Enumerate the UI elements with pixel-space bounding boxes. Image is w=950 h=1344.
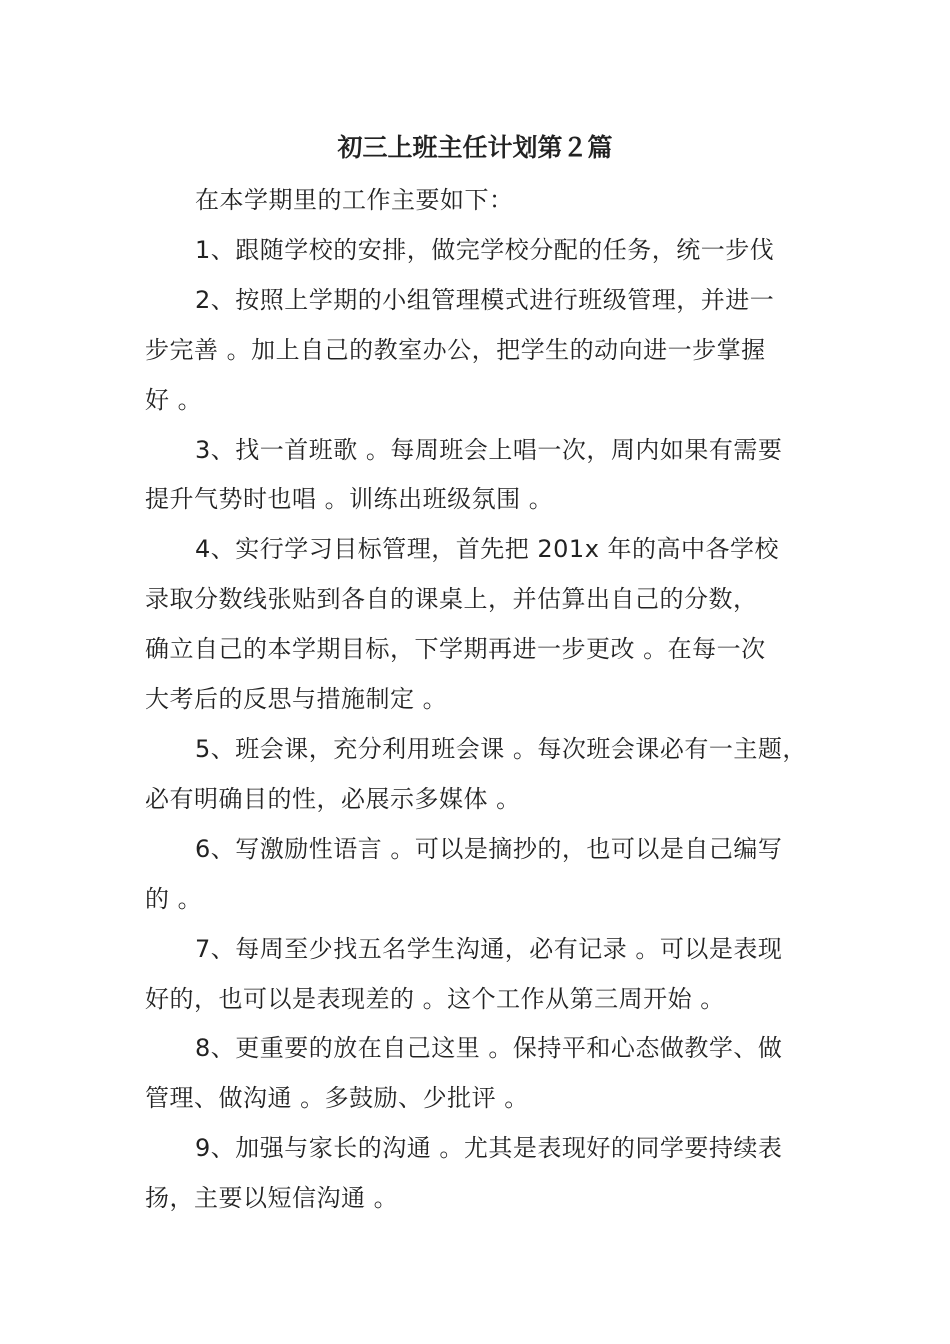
paragraph-line: 4、实行学习目标管理，首先把 201x 年的高中各学校 bbox=[195, 535, 780, 564]
paragraph-line: 步完善 。加上自己的教室办公，把学生的动向进一步掌握 bbox=[145, 335, 766, 364]
paragraph-line: 3、找一首班歌 。每周班会上唱一次，周内如果有需要 bbox=[195, 435, 783, 464]
intro-paragraph bbox=[145, 176, 825, 226]
list-item-6 bbox=[145, 825, 825, 925]
paragraph-line: 8、更重要的放在自己这里 。保持平和心态做教学、做 bbox=[195, 1034, 783, 1063]
paragraph-line: 7、每周至少找五名学生沟通，必有记录 。可以是表现 bbox=[195, 934, 783, 963]
list-item-9 bbox=[145, 1124, 825, 1224]
paragraph-line: 管理、做沟通 。多鼓励、少批评 。 bbox=[145, 1084, 529, 1113]
list-item-3 bbox=[145, 426, 825, 526]
document-title: 初三上班主任计划第２篇 bbox=[337, 133, 613, 162]
paragraph-line: 5、班会课，充分利用班会课 。每次班会课必有一主题， bbox=[195, 734, 807, 763]
list-item-5 bbox=[145, 725, 825, 825]
list-item-2 bbox=[145, 276, 825, 426]
list-item-4 bbox=[145, 525, 825, 725]
paragraph-line: 2、按照上学期的小组管理模式进行班级管理，并进一 bbox=[195, 285, 775, 314]
list-item-1 bbox=[145, 226, 825, 276]
paragraph-line: 大考后的反思与措施制定 。 bbox=[145, 685, 448, 714]
list-item-7 bbox=[145, 925, 825, 1025]
list-item-8 bbox=[145, 1024, 825, 1124]
paragraph-line: 提升气势时也唱 。训练出班级氛围 。 bbox=[145, 485, 554, 514]
paragraph-line: 6、写激励性语言 。可以是摘抄的，也可以是自己编写 bbox=[195, 834, 783, 863]
paragraph-line: 9、加强与家长的沟通 。尤其是表现好的同学要持续表 bbox=[195, 1134, 783, 1163]
paragraph-line: 好的，也可以是表现差的 。这个工作从第三周开始 。 bbox=[145, 984, 725, 1013]
paragraph-line: 必有明确目的性，必展示多媒体 。 bbox=[145, 784, 521, 813]
paragraph-line: 1、跟随学校的安排，做完学校分配的任务，统一步伐 bbox=[195, 235, 775, 264]
paragraph-line: 扬，主要以短信沟通 。 bbox=[145, 1184, 399, 1213]
paragraph-line: 的 。 bbox=[145, 884, 203, 913]
paragraph-line: 确立自己的本学期目标，下学期再进一步更改 。在每一次 bbox=[145, 635, 766, 664]
paragraph-line: 录取分数线张贴到各自的课桌上，并估算出自己的分数， bbox=[145, 585, 758, 614]
document-body bbox=[145, 176, 825, 1224]
paragraph-line: 在本学期里的工作主要如下： bbox=[195, 186, 514, 214]
paragraph-line: 好 。 bbox=[145, 385, 203, 414]
